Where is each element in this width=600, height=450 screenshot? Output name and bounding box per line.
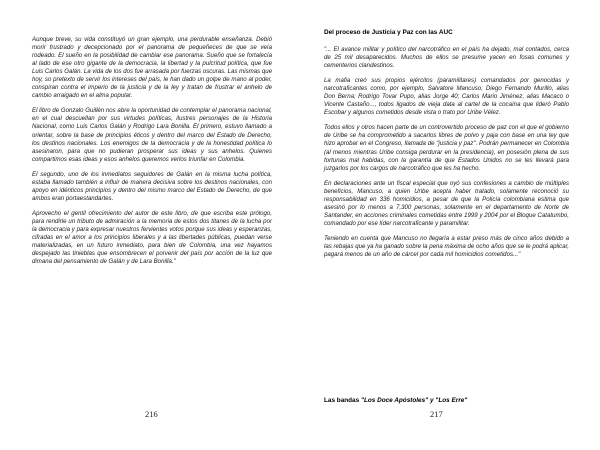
left-text-column	[32, 36, 272, 273]
right-paragraph-5: Teniendo en cuenta que Mancuso no llegaría a estar preso más de cinco años debido a las rebajas que ya ha ganado sobre la pena máxima de ocho años que se le podrá aplicar, pagará menos de un año de cárcel por cada mil homicidios cometidos..."	[324, 234, 569, 259]
left-paragraph-3: El segundo, uno de los inmediatos seguidores de Galán en la misma lucha política, estaba llamado también a influir de manera decisiva sobre los destinos nacionales, con apoyo en idénticos principios y dentro del mismo marco del Estado de Derecho, de que ambos eran portaestandartes.	[32, 170, 272, 202]
subheading-italic: "Los Doce Apóstoles" y "Los Erre"	[360, 397, 468, 404]
right-page	[300, 0, 600, 450]
right-text-column	[324, 29, 569, 266]
right-paragraph-1: "... El avance militar y político del narcotráfico en el país ha dejado, mal contados, cerca de 25 mil desaparecidos. Muchos de ellos se presume yacen en fosas comunes y cementerios clandestinos.	[324, 46, 569, 70]
section-subheading	[324, 397, 467, 404]
right-page-number: 217	[430, 409, 443, 419]
left-paragraph-2: El libro de Gonzalo Guillén nos abre la oportunidad de contemplar el panorama nacional, en el cual descuellan por sus virtudes políticas, ilustres personajes de la Historia Nacional, como Luis Carlos Galán y Rodrigo Lara Bonilla. El primero, estuvo llamado a orientar, sobre la base de principios éticos y dentro del marco del Estado de Derecho, los destinos nacionales. Los enemigos de la democracia y de la honestidad política lo asesinaron, para que no pudieran prosperar sus ideas y sus anhelos. Quienes compartimos esas ideas y esos anhelos queremos verlos triunfar en Colombia.	[32, 107, 272, 163]
left-paragraph-4: Aprovecho el gentil ofrecimiento del autor de este libro, de que escriba este prólogo, para rendirle un tributo de admiración a la memoria de estos dos titanes de la lucha por la democracia y para expresar nuestros fervientes votos porque sus ideas y esperanzas, cifradas en el amor a los principios liberales y a las libertades públicas, puedan verse materializadas, en un futuro inmediato, para bien de Colombia, una vez hayamos despejado las tinieblas que ensombrecen el porvenir del país por acción de la luz que dimana del pensamiento de Galán y de Lara Bonilla."	[32, 209, 272, 266]
right-paragraph-2: La mafia creó sus propios ejércitos (paramilitares) comandados por genocidas y narcotraficantes como, por ejemplo, Salvatore Mancuso; Diego Fernando Murillo, alias Don Berna; Rodrigo Tovar Pupo, alias Jorge 40; Carlos Mario Jiménez, alias Macaco o Vicente Castaño..., todos ligados de vieja data al cartel de la cocaína que lideró Pablo Escobar y algunos cometidos desde vista o trato por Uribe Vélez.	[324, 77, 569, 117]
subheading-prefix: Las bandas	[324, 397, 361, 404]
right-paragraph-4: En declaraciones ante un fiscal especial que oyó sus confesiones a cambio de múltiples beneficios, Mancuso, a quien Uribe acepta haber tratado, solamente reconoció su responsabilidad en 336 homicidios, a pesar de que la Policía colombiana estima que asesinó por lo menos a 7,300 personas, solamente en el departamento de Norte de Santander, en acciones criminales cometidas entre 1999 y 2004 por el Bloque Catatumbo, comandado por ese líder narcotraficante y paramilitar.	[324, 179, 569, 227]
left-page-number: 216	[145, 409, 158, 419]
right-paragraph-3: Todos ellos y otros hacen parte de un controvertido proceso de paz con el que el gobierno de Uribe se ha comprometido a sacarlos libres de polvo y paja con base en una ley que hizo aprobar en el Congreso, llamada de "justicia y paz". Podrán permanecer en Colombia (al menos mientras Uribe consiga perdurar en la presidencia), en posesión plena de sus fortunas mal habidas, con la garantía de que Estados Unidos no se les llevará para juzgarlos por los cargos de narcotráfico que les ha hecho.	[324, 124, 569, 172]
left-paragraph-1: Aunque breve, su vida constituyó un gran ejemplo, una perdurable enseñanza. Debió morir frustrado y decepcionado por el panorama de pequeñeces de que se veía rodeado. El sueño en la posibilidad de cambiar ese panorama. Sueño que se fortalecía al lado de ese otro gigante de la democracia, la libertad y la pulcritud política, que fue Luis Carlos Galán. La vida de los dos fue arrasada por fuerzas oscuras. Las mismas que hoy, so pretexto de servir los intereses del país, le han dado un golpe de mano al poder, conspiran contra el imperio de la justicia y de la ley y tratan de frustrar el anhelo de cambio arraigado en el alma popular.	[32, 36, 272, 100]
section-heading: Del proceso de Justicia y Paz con las AUC	[324, 29, 453, 36]
